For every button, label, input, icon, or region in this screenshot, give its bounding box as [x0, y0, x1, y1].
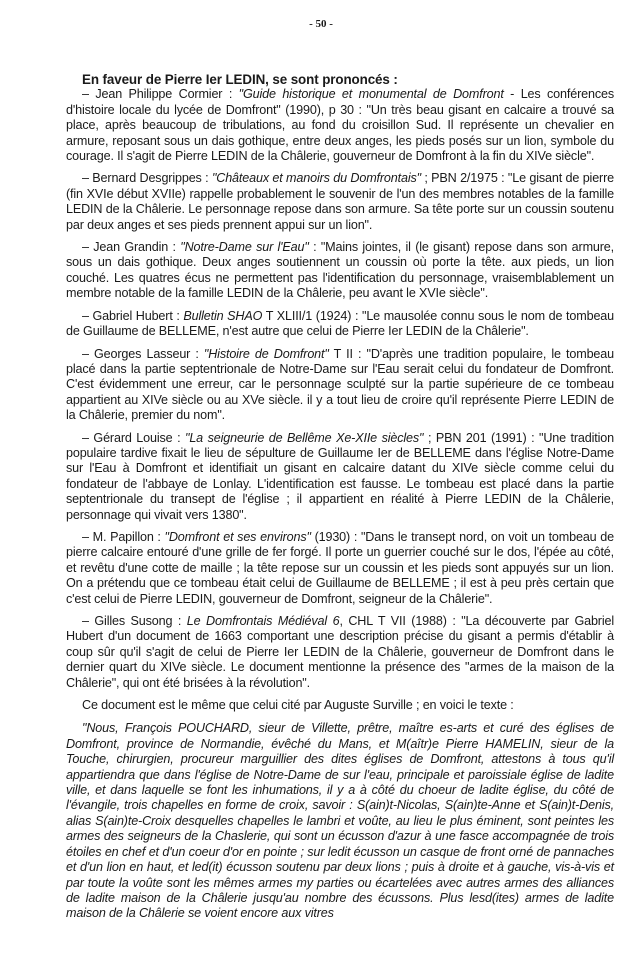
citation-text: ; PBN 2/1975 : "Le gisant de pierre (fin XVIe début XVIIe) rappelle probablement le souvenir de l'un des membres notables de la famille LEDIN de la Châlerie. Le personnage repose dans son armure. Sa tête porte sur un coussin soutenu par deux anges et ses pieds prennent appui sur un lion". — [66, 171, 614, 232]
quoted-document: "Nous, François POUCHARD, sieur de Villette, prêtre, maître es-arts et curé des églises de Domfront, province de Normandie, évêché du Mans, et M(aîtr)e Pierre HAMELIN, sieur de la Touche, chirurgien, procureur marguillier des dites églises de Domfront, attestons à tous qu'il appartiendra que dans l'église de Notre-Dame de sur l'eau, principale et paroissiale église de ladite ville, et dans laquelle se font les inhumations, il y a à côté du choeur de ladite église, du côté de l'évangile, trois chapelles en forme de croix, savoir : S(ain)t-Nicolas, S(ain)te-Anne et S(ain)t-Denis, alias S(ain)te-Croix desquelles chapelles le lambri et voûte, au lieu le plus éminent, sont peintes les armes des seigneurs de la Chaslerie, qui sont un écusson d'azur à une fasce accompagnée de trois étoiles en chef et d'un coeur d'or en pointe ; sur ledit écusson un casque de front orné de pannaches et d'un lion en haut, et led(it) écusson soutenu par deux lions ; puis à droite et à gauche, vis-à-vis et par toute la voûte sont les mêmes armes my parties ou écartelées avec autres armes des alliances de ladite maison de la Châlerie jusqu'au nombre des écussons. Plus lesd(ites) armes de ladite maison de la Châlerie se voient encore aux vitres — [66, 721, 614, 921]
citation-author: – Bernard Desgrippes : — [82, 171, 212, 186]
citation-text: : "Mains jointes, il (le gisant) repose dans son armure, sous un dais gothique. Deux anges soutiennent un coussin où porte la tête. aux pieds, un lion couché. Les quatres écus ne permettent pas l'identification du personnage, vraisemblablement un membre notable de la famille LEDIN de la Châlerie, peu avant le XVIe siècle". — [66, 240, 615, 301]
citation-title: "Domfront et ses environs" — [164, 529, 311, 544]
citation-title: Le Domfrontais Médiéval 6 — [186, 614, 340, 628]
citation-title: "Châteaux et manoirs du Domfrontais" — [211, 171, 421, 186]
citation-author: – Gérard Louise : — [82, 430, 185, 445]
citation-text: (1930) : "Dans le transept nord, on voit un tombeau de pierre calcaire entouré d'une grille de fer forgé. Il porte un guerrier couché sur le dos, l'épée au côté, et revêtu d'une cotte de maille ; la tête repose sur un coussin et les pieds sont appuyés sur un lion. On a prétendu que ce tombeau était celui de Guillaume de BELLEME ; il est à peu près certain que c'est celui de Pierre LEDIN, gouverneur de Domfront, seigneur de la Châlerie". — [66, 529, 614, 606]
citation-entry — [66, 240, 614, 302]
quote-intro: Ce document est le même que celui cité par Auguste Surville ; en voici le texte : — [82, 698, 514, 713]
citation-title: Bulletin SHAO — [183, 308, 263, 323]
citation-entry — [66, 431, 614, 523]
citation-author: – Georges Lasseur : — [82, 346, 204, 361]
citation-title: "La seigneurie de Bellême Xe-XIIe siècles" — [185, 430, 424, 445]
citation-text: T II : "D'après une tradition populaire, le tombeau placé dans la partie septentrionale de Notre-Dame sur l'Eau serait celui du fondateur de Domfront. C'est évidemment une erreur, car le personnage sculpté sur la partie supérieure de ce tombeau appartient au XIVe siècle ou au XVe siècle. il y a tout lieu de croire qu'il représente Pierre LEDIN de la Châlerie, premier du nom". — [66, 346, 614, 423]
citation-title: "Guide historique et monumental de Domfront — [238, 87, 504, 102]
citation-title: "Histoire de Domfront" — [203, 346, 329, 361]
citation-entry — [66, 309, 614, 340]
citation-author: – Jean Philippe Cormier : — [82, 87, 239, 102]
document-body — [66, 72, 614, 922]
citation-text: - Les conférences d'histoire locale du lycée de Domfront" (1990), p 30 : "Un très beau gisant en calcaire a trouvé sa place, après beaucoup de tribulations, au fond du croisillon Sud. Il représente un chevalier en armure, reposant sous un dais gothique, entre deux anges, les pieds posés sur un lion, symbole du courage. Il s'agit de Pierre LEDIN de la Châlerie, gouverneur de Domfront à la fin du XIVe siècle". — [66, 87, 614, 164]
page-number: - 50 - — [309, 18, 333, 30]
citation-entry — [66, 347, 614, 424]
citation-text: , CHL T VII (1988) : "La découverte par Gabriel Hubert d'un document de 1663 comportant une description précise du gisant a permis d'établir à coup sûr qu'il s'agit de celui de Pierre Ier LEDIN de la Châlerie, gouverneur de Domfront dans le dernier quart du XIVe siècle. Le document mentionne la présence des "armes de la maison de la Châlerie", qui ont été brisées à la révolution". — [66, 614, 614, 690]
citation-entry — [66, 530, 614, 607]
citation-title: "Notre-Dame sur l'Eau" — [180, 240, 309, 255]
citation-author: – M. Papillon : — [82, 529, 165, 544]
citation-entry — [66, 171, 614, 233]
citation-text: ; PBN 201 (1991) : "Une tradition populaire tardive fixait le lieu de sépulture de Guillaume Ier de BELLEME dans l'église Notre-Dame sur l'Eau à Domfront et identifiait un gisant en calcaire datant du XIVe siècle comme celui du fondateur de l'abbaye de Lonlay. L'identification est fausse. Le tombeau est placé dans la partie septentrionale du transept de l'église ; il appartient en réalité à Pierre LEDIN de la Châlerie, personnage qui vivait vers 1380". — [66, 430, 614, 522]
section-heading: En faveur de Pierre Ier LEDIN, se sont prononcés : — [82, 72, 398, 87]
citation-text: T XLIII/1 (1924) : "Le mausolée connu sous le nom de tombeau de Guillaume de BELLEME, n'est autre que celui de Pierre Ier LEDIN de la Châlerie". — [66, 308, 615, 339]
citation-author: – Jean Grandin : — [82, 240, 181, 255]
citation-entry — [66, 87, 614, 164]
citation-entry — [66, 614, 614, 691]
citation-author: – Gilles Susong : — [82, 614, 187, 628]
citation-author: – Gabriel Hubert : — [82, 308, 184, 323]
